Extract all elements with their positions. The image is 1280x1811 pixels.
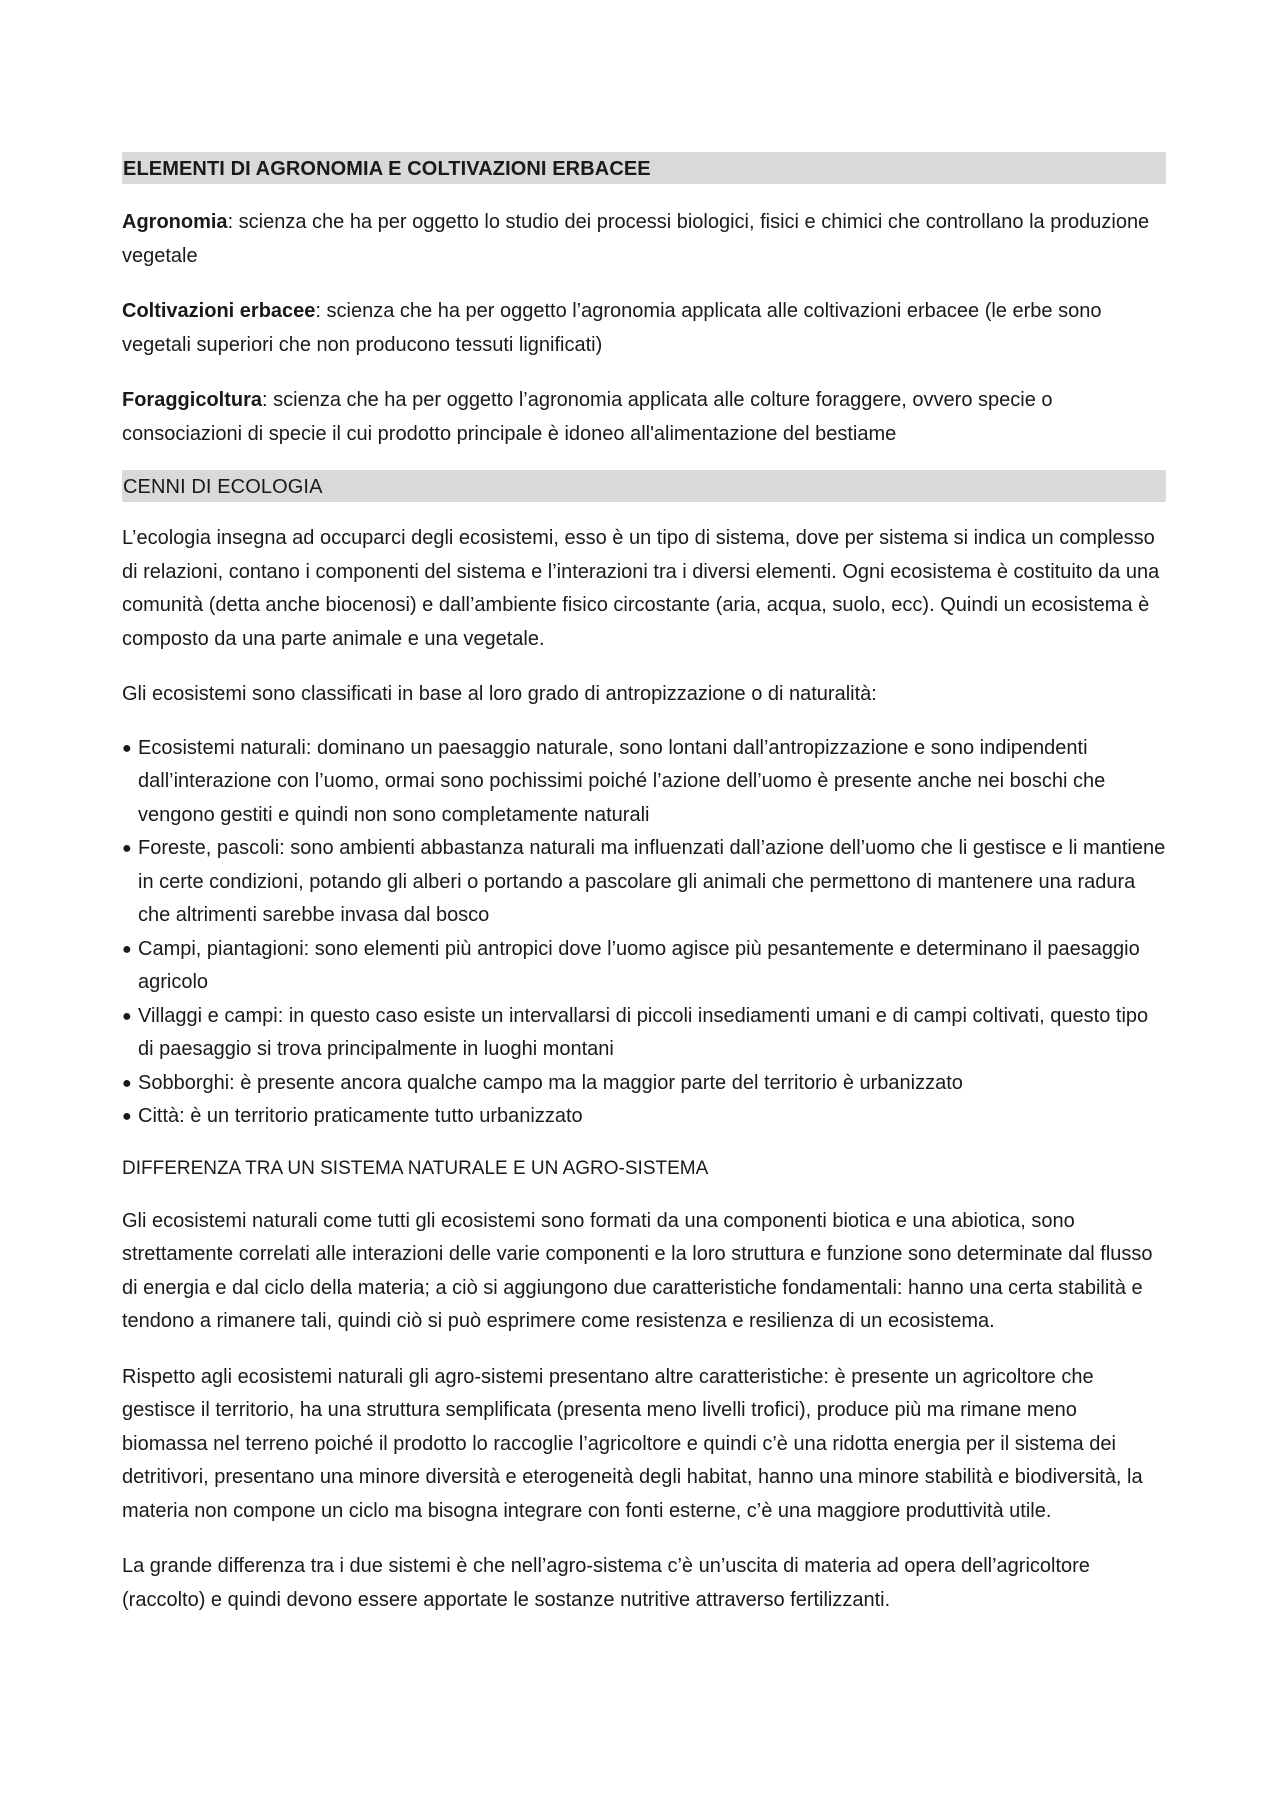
definition-coltivazioni-erbacee	[122, 295, 1166, 362]
list-item: ● Campi, piantagioni: sono elementi più antropici dove l’uomo agisce più pesantemente e determinano il paesaggio agricolo	[122, 933, 1166, 1000]
definition-foraggicoltura	[122, 384, 1166, 451]
bullet-icon: ●	[122, 940, 132, 958]
list-item: ● Foreste, pascoli: sono ambienti abbastanza naturali ma influenzati dall’azione dell’uomo che li gestisce e li mantiene in certe condizioni, potando gli alberi o portando a pascolare gli animali che permettono di mantenere una radura che altrimenti sarebbe invasa dal bosco	[122, 832, 1166, 933]
ecosystem-list	[122, 732, 1166, 1134]
agro-systems-paragraph: Rispetto agli ecosistemi naturali gli agro-sistemi presentano altre caratteristiche: è presente un agricoltore che gestisce il territorio, ha una struttura semplificata (presenta meno livelli trofici), produce più ma rimane meno biomassa nel terreno poiché il prodotto lo raccoglie l’agricoltore e quindi c’è una ridotta energia per il sistema dei detritivori, presentano una minore diversità e eterogeneità degli habitat, hanno una minore stabilità e biodiversità, la materia non compone un ciclo ma bisogna integrare con fonti esterne, c’è una maggiore produttività utile.	[122, 1365, 1143, 1522]
section-heading-ecologia: CENNI DI ECOLOGIA	[122, 470, 1166, 502]
definition-text: : scienza che ha per oggetto lo studio dei processi biologici, fisici e chimici che controllano la produzione vegetale	[122, 211, 1150, 267]
list-item: ● Villaggi e campi: in questo caso esiste un intervallarsi di piccoli insediamenti umani e di campi coltivati, questo tipo di paesaggio si trova principalmente in luoghi montani	[122, 1000, 1166, 1067]
classification-intro: Gli ecosistemi sono classificati in base al loro grado di antropizzazione o di naturalità:	[122, 683, 877, 705]
definition-text: : scienza che ha per oggetto l’agronomia applicata alle coltivazioni erbacee (le erbe sono vegetali superiori che non producono tessuti lignificati)	[122, 300, 1102, 356]
section-heading-differenza: DIFFERENZA TRA UN SISTEMA NATURALE E UN AGRO-SISTEMA	[122, 1157, 709, 1179]
definition-term: Agronomia	[122, 211, 228, 233]
bullet-icon: ●	[122, 739, 132, 757]
natural-ecosystems-paragraph: Gli ecosistemi naturali come tutti gli ecosistemi sono formati da una componenti biotica e una abiotica, sono strettamente correlati alle interazioni delle varie componenti e la loro struttura e funzione sono determinate dal flusso di energia e dal ciclo della materia; a ciò si aggiungono due caratteristiche fondamentali: hanno una certa stabilità e tendono a rimanere tali, quindi ciò si può esprimere come resistenza e resilienza di un ecosistema.	[122, 1209, 1153, 1332]
definition-text: : scienza che ha per oggetto l’agronomia applicata alle colture foraggere, ovvero specie o consociazioni di specie il cui prodotto principale è idoneo all'alimentazione del bestiame	[122, 389, 1053, 445]
definition-term: Foraggicoltura	[122, 389, 263, 411]
definition-agronomia	[122, 206, 1166, 273]
list-item: ● Ecosistemi naturali: dominano un paesaggio naturale, sono lontani dall’antropizzazione e sono indipendenti dall’interazione con l’uomo, ormai sono pochissimi poiché l’azione dell’uomo è presente anche nei boschi che vengono gestiti e quindi non sono completamente naturali	[122, 732, 1166, 833]
bullet-icon: ●	[122, 1108, 132, 1125]
list-item: ● Città: è un territorio praticamente tutto urbanizzato	[122, 1100, 1166, 1134]
bullet-icon: ●	[122, 840, 132, 857]
document-title: ELEMENTI DI AGRONOMIA E COLTIVAZIONI ERBACEE	[122, 152, 1166, 184]
list-item: ● Sobborghi: è presente ancora qualche campo ma la maggior parte del territorio è urbanizzato	[122, 1067, 1166, 1101]
difference-paragraph: La grande differenza tra i due sistemi è che nell’agro-sistema c’è un’uscita di materia ad opera dell’agricoltore (raccolto) e quindi devono essere apportate le sostanze nutritive attraverso fertilizzanti.	[122, 1555, 1090, 1611]
bullet-icon: ●	[122, 1007, 132, 1025]
definition-term: Coltivazioni erbacee	[122, 300, 316, 322]
ecologia-paragraph: L’ecologia insegna ad occuparci degli ecosistemi, esso è un tipo di sistema, dove per sistema si indica un complesso di relazioni, contano i componenti del sistema e l’interazioni tra i diversi elementi. Ogni ecosistema è costituito da una comunità (detta anche biocenosi) e dall’ambiente fisico circostante (aria, acqua, suolo, ecc). Quindi un ecosistema è composto da una parte animale e una vegetale.	[122, 527, 1160, 650]
bullet-icon: ●	[122, 1074, 132, 1092]
